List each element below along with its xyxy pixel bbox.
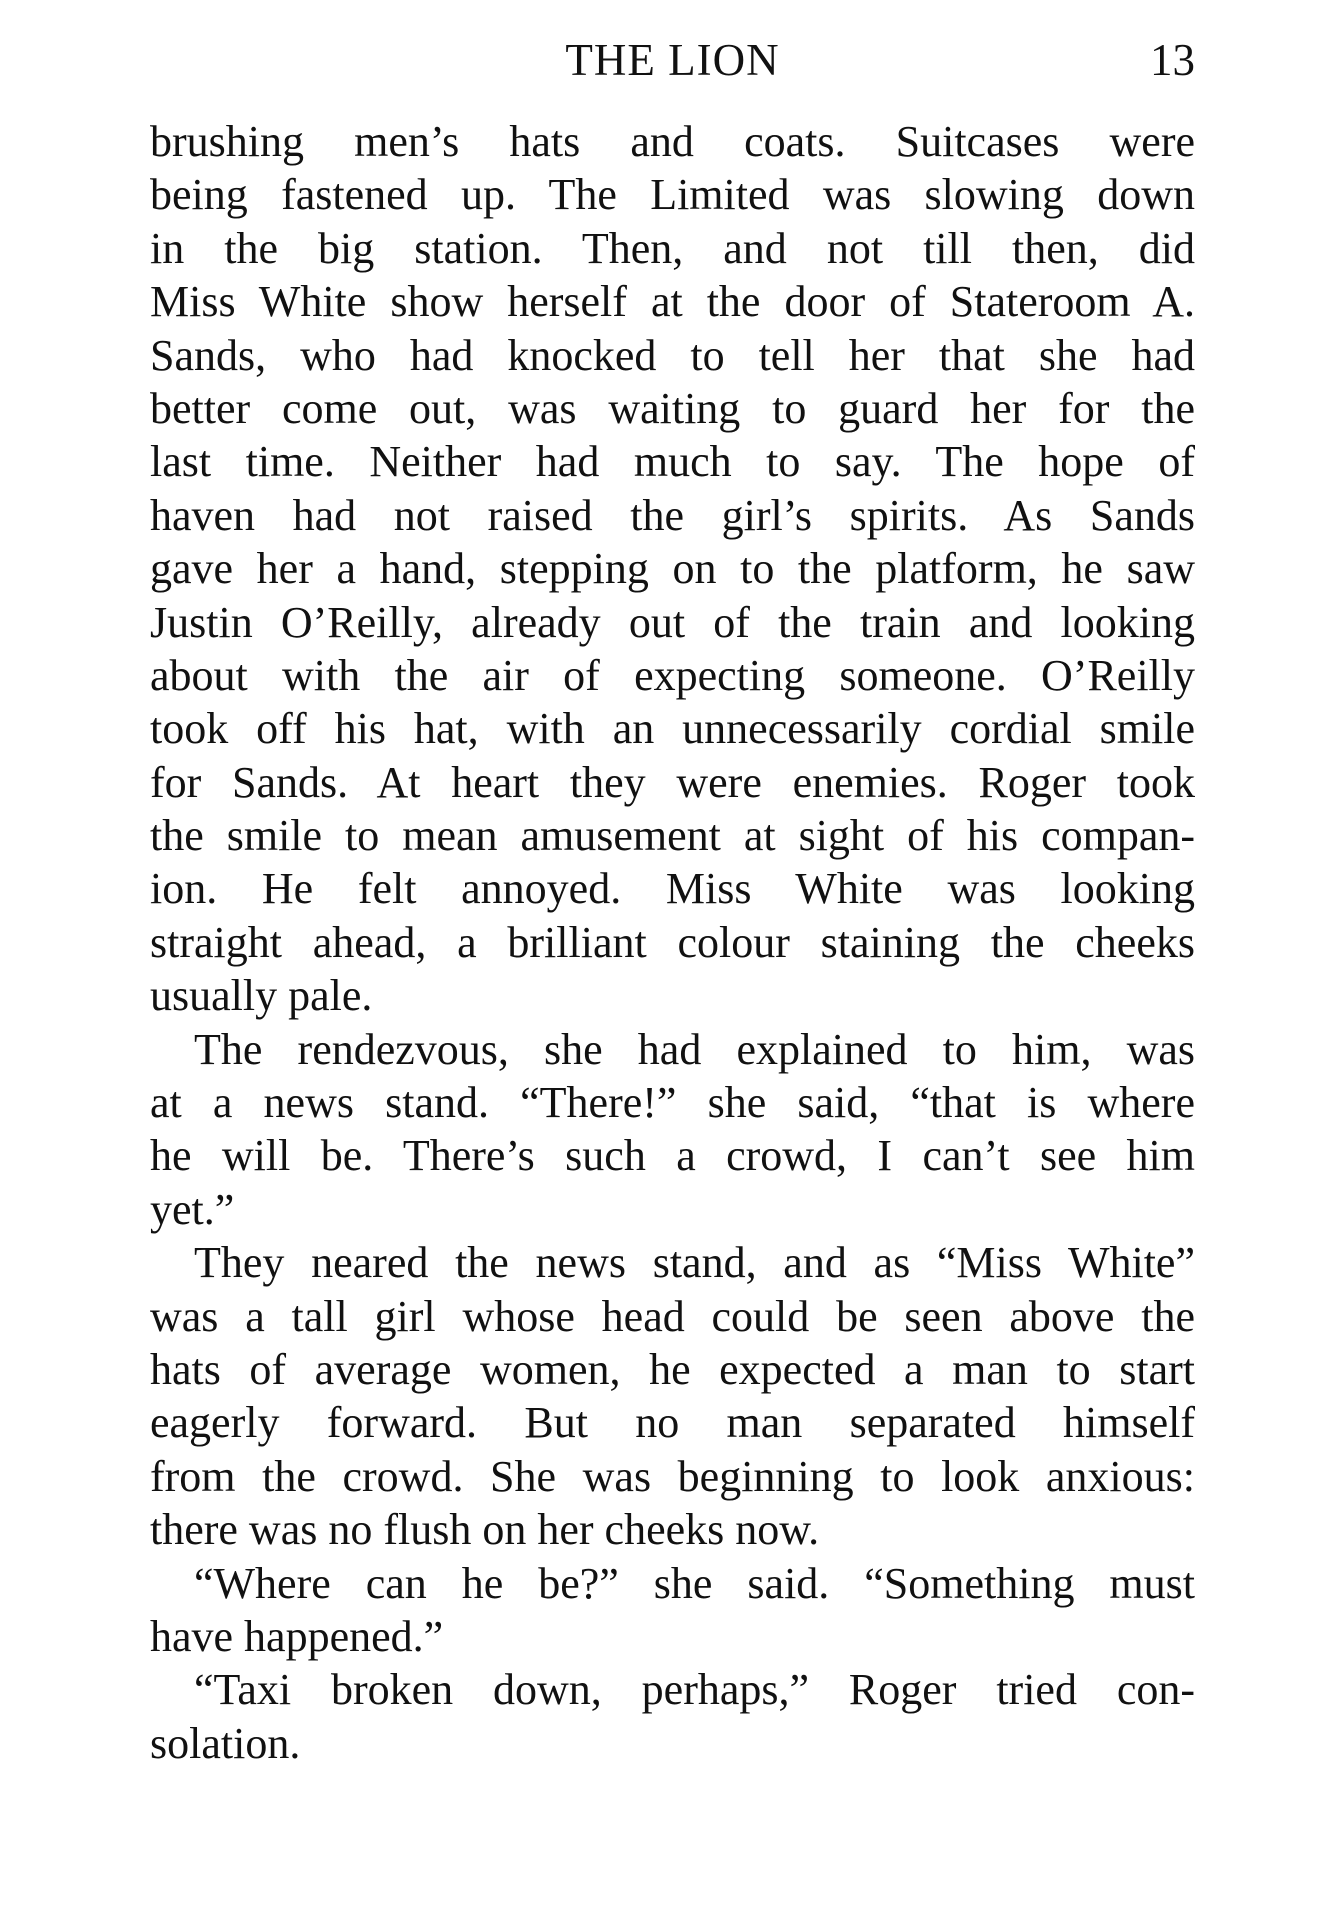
text-line: “Taxi broken down, perhaps,” Roger tried con- (194, 1665, 1195, 1715)
text-line: being fastened up. The Limited was slowing down (150, 170, 1195, 220)
text-line: They neared the news stand, and as “Miss White” (194, 1238, 1195, 1288)
text-line: there was no flush on her cheeks now. (150, 1505, 820, 1555)
text-line: he will be. There’s such a crowd, I can’t see him (150, 1131, 1195, 1181)
body-text (150, 115, 1195, 1770)
text-line: at a news stand. “There!” she said, “that is where (150, 1078, 1195, 1128)
text-line: haven had not raised the girl’s spirits. As Sands (150, 490, 1195, 540)
text-line: in the big station. Then, and not till then, did (150, 223, 1195, 273)
text-line: Miss White show herself at the door of Stateroom A. (150, 277, 1195, 327)
text-line: yet.” (150, 1184, 235, 1234)
text-line: gave her a hand, stepping on to the platform, he saw (150, 544, 1195, 594)
text-line: ion. He felt annoyed. Miss White was looking (150, 864, 1195, 914)
text-line: straight ahead, a brilliant colour staining the cheeks (150, 917, 1195, 967)
text-line: usually pale. (150, 971, 373, 1021)
text-line: was a tall girl whose head could be seen above the (150, 1291, 1195, 1341)
text-line: about with the air of expecting someone. O’Reilly (150, 650, 1195, 700)
text-line: solation. (150, 1718, 301, 1768)
text-line: have happened.” (150, 1611, 444, 1661)
page-number: 13 (1150, 35, 1195, 85)
text-line: brushing men’s hats and coats. Suitcases were (150, 117, 1195, 166)
text-line: the smile to mean amusement at sight of his compan- (150, 811, 1195, 861)
text-line: “Where can he be?” she said. “Something must (194, 1558, 1195, 1608)
text-line: last time. Neither had much to say. The hope of (150, 437, 1195, 487)
running-head (150, 30, 1195, 90)
text-line: for Sands. At heart they were enemies. Roger took (150, 757, 1195, 807)
text-line: Justin O’Reilly, already out of the train and looking (150, 597, 1195, 647)
running-title: THE LION (565, 35, 780, 85)
text-line: better come out, was waiting to guard her for the (150, 383, 1195, 433)
text-line: eagerly forward. But no man separated himself (150, 1398, 1195, 1448)
text-line: took off his hat, with an unnecessarily cordial smile (150, 704, 1195, 754)
text-line: from the crowd. She was beginning to look anxious: (150, 1451, 1195, 1501)
text-line: The rendezvous, she had explained to him, was (194, 1024, 1195, 1074)
text-line: Sands, who had knocked to tell her that she had (150, 330, 1195, 380)
text-line: hats of average women, he expected a man to start (150, 1344, 1195, 1394)
